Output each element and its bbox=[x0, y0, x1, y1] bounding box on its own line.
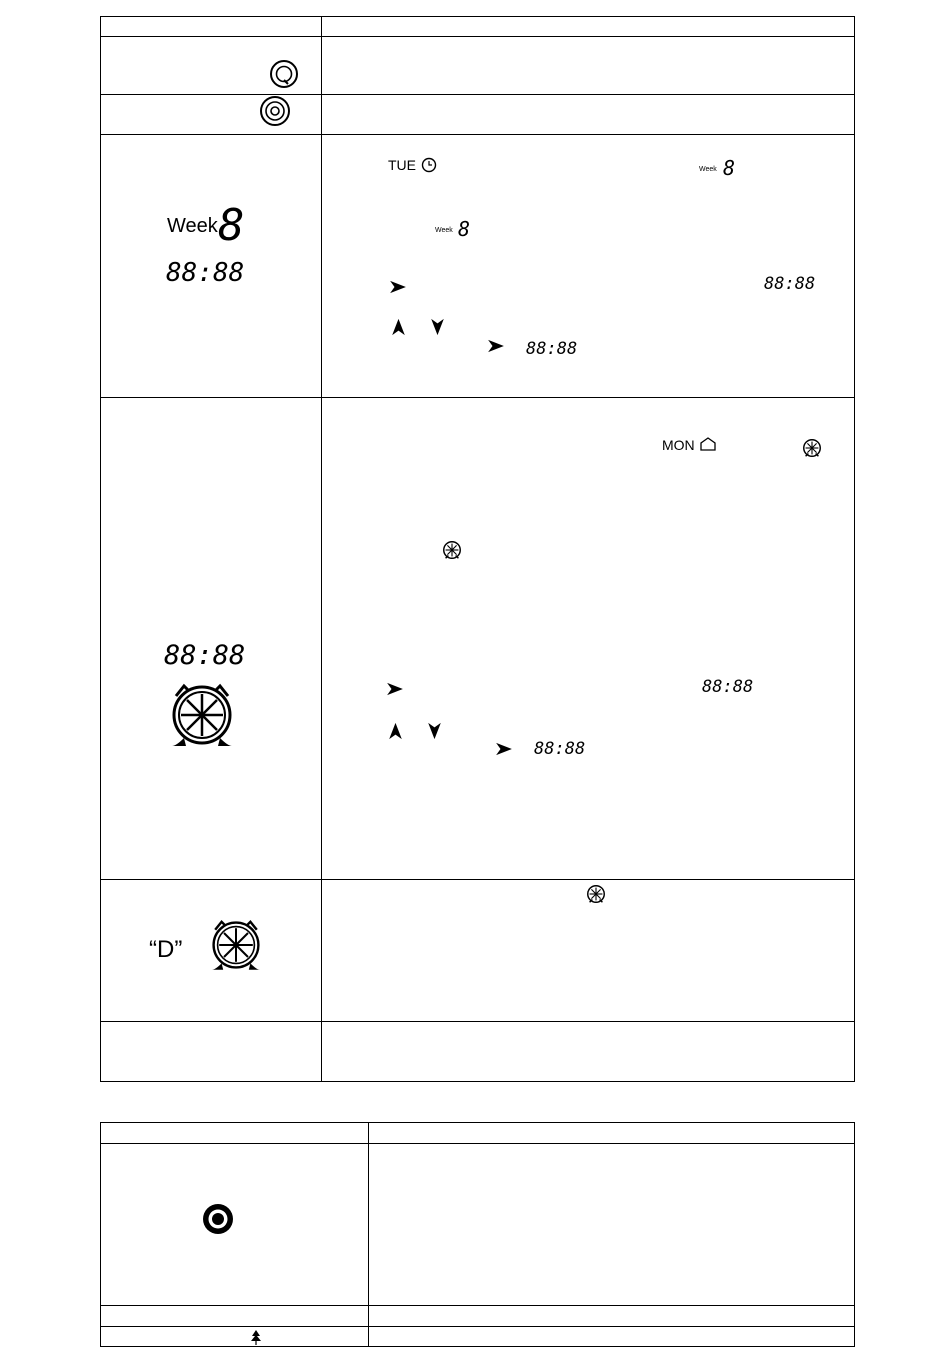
alarm-clock-icon bbox=[804, 440, 821, 457]
small-week-digit: 8 bbox=[723, 156, 736, 180]
day-mon: MON bbox=[662, 437, 695, 453]
day-tue: TUE bbox=[388, 157, 416, 173]
record-button-icon bbox=[203, 1204, 233, 1234]
arrow-down-icon bbox=[431, 319, 444, 335]
time-display: 88:88 bbox=[166, 258, 245, 288]
small-time-display: 88:88 bbox=[534, 739, 586, 759]
small-week-label: Week bbox=[699, 166, 717, 173]
small-week-digit: 8 bbox=[458, 217, 471, 241]
alarm-clock-icon bbox=[588, 886, 605, 903]
time-display: 88:88 bbox=[164, 640, 246, 671]
tree-icon bbox=[251, 1330, 261, 1345]
week-label: Week bbox=[167, 215, 218, 237]
target-icon bbox=[261, 97, 289, 125]
arrow-right-icon bbox=[390, 281, 406, 293]
small-time-display: 88:88 bbox=[702, 677, 754, 697]
arrow-up-icon bbox=[389, 723, 402, 739]
power-icon bbox=[271, 61, 297, 87]
small-time-display: 88:88 bbox=[764, 274, 816, 294]
small-time-display: 88:88 bbox=[526, 339, 578, 359]
arrow-right-icon bbox=[488, 340, 504, 352]
clock-icon bbox=[423, 159, 436, 172]
arrow-right-icon bbox=[496, 743, 512, 755]
alarm-clock-icon bbox=[172, 686, 232, 746]
arrow-down-icon bbox=[428, 723, 441, 739]
arrow-right-icon bbox=[387, 683, 403, 695]
alarm-clock-icon bbox=[212, 922, 260, 970]
alarm-clock-icon bbox=[444, 542, 461, 559]
home-icon bbox=[701, 438, 715, 450]
small-week-label: Week bbox=[435, 227, 453, 234]
arrow-up-icon bbox=[392, 319, 405, 335]
week-digit: 8 bbox=[218, 200, 245, 251]
table-2-grid bbox=[100, 1122, 855, 1347]
d-label: “D” bbox=[149, 936, 183, 963]
table-1-grid bbox=[100, 16, 855, 1082]
